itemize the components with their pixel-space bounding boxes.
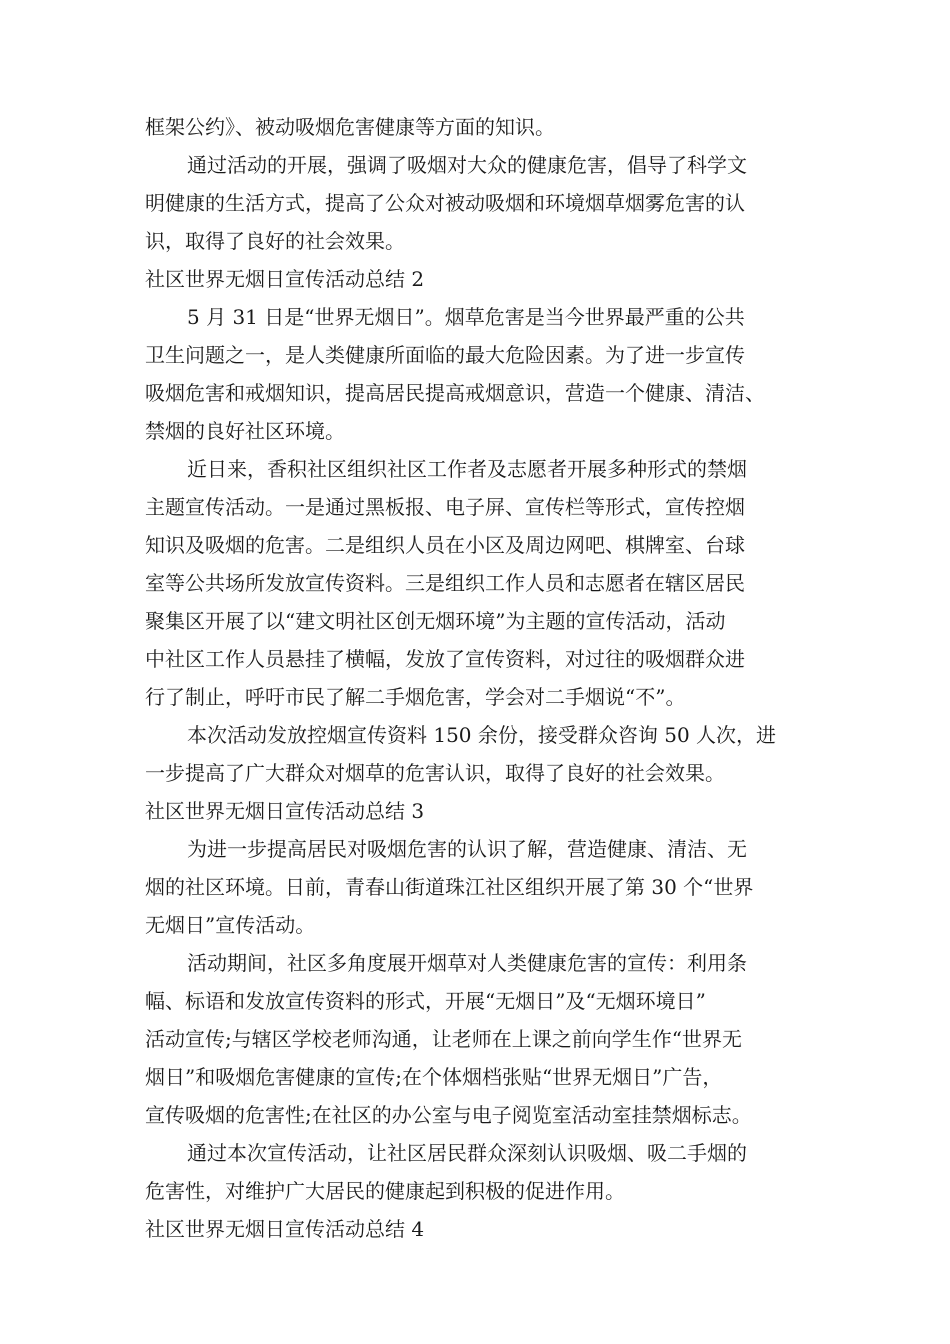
paragraph-line: 行了制止，呼吁市民了解二手烟危害，学会对二手烟说“不”。 xyxy=(145,685,686,709)
paragraph-line: 无烟日”宣传活动。 xyxy=(145,913,316,937)
paragraph-line: 烟的社区环境。日前，青春山街道珠江社区组织开展了第 30 个“世界 xyxy=(145,875,754,899)
paragraph-line: 近日来，香积社区组织社区工作者及志愿者开展多种形式的禁烟 xyxy=(187,457,747,481)
section-heading: 社区世界无烟日宣传活动总结 4 xyxy=(145,1217,425,1241)
section-heading: 社区世界无烟日宣传活动总结 3 xyxy=(145,799,425,823)
paragraph-line: 明健康的生活方式，提高了公众对被动吸烟和环境烟草烟雾危害的认 xyxy=(145,191,745,215)
paragraph-line: 知识及吸烟的危害。二是组织人员在小区及周边网吧、棋牌室、台球 xyxy=(145,533,745,557)
paragraph-line: 本次活动发放控烟宣传资料 150 余份，接受群众咨询 50 人次，进 xyxy=(187,723,777,747)
paragraph-line: 活动宣传;与辖区学校老师沟通，让老师在上课之前向学生作“世界无 xyxy=(145,1027,742,1051)
paragraph-line: 5 月 31 日是“世界无烟日”。烟草危害是当今世界最严重的公共 xyxy=(187,305,745,329)
paragraph-line: 危害性，对维护广大居民的健康起到积极的促进作用。 xyxy=(145,1179,625,1203)
paragraph-line: 聚集区开展了以“建文明社区创无烟环境”为主题的宣传活动，活动 xyxy=(145,609,726,633)
paragraph-line: 识，取得了良好的社会效果。 xyxy=(145,229,405,253)
paragraph-line: 一步提高了广大群众对烟草的危害认识，取得了良好的社会效果。 xyxy=(145,761,725,785)
paragraph-line: 主题宣传活动。一是通过黑板报、电子屏、宣传栏等形式，宣传控烟 xyxy=(145,495,745,519)
paragraph-line: 中社区工作人员悬挂了横幅，发放了宣传资料，对过往的吸烟群众进 xyxy=(145,647,745,671)
paragraph-line: 框架公约》、被动吸烟危害健康等方面的知识。 xyxy=(145,115,555,139)
paragraph-line: 禁烟的良好社区环境。 xyxy=(145,419,345,443)
paragraph-line: 室等公共场所发放宣传资料。三是组织工作人员和志愿者在辖区居民 xyxy=(145,571,745,595)
paragraph-line: 烟日”和吸烟危害健康的宣传;在个体烟档张贴“世界无烟日”广告， xyxy=(145,1065,723,1089)
paragraph-line: 卫生问题之一，是人类健康所面临的最大危险因素。为了进一步宣传 xyxy=(145,343,745,367)
paragraph-line: 吸烟危害和戒烟知识，提高居民提高戒烟意识，营造一个健康、清洁、 xyxy=(145,381,765,405)
paragraph-line: 宣传吸烟的危害性;在社区的办公室与电子阅览室活动室挂禁烟标志。 xyxy=(145,1103,752,1127)
paragraph-line: 通过活动的开展，强调了吸烟对大众的健康危害，倡导了科学文 xyxy=(187,153,747,177)
document-body xyxy=(145,108,825,1248)
paragraph-line: 通过本次宣传活动，让社区居民群众深刻认识吸烟、吸二手烟的 xyxy=(187,1141,747,1165)
paragraph-line: 幅、标语和发放宣传资料的形式，开展“无烟日”及“无烟环境日” xyxy=(145,989,706,1013)
section-heading: 社区世界无烟日宣传活动总结 2 xyxy=(145,267,425,291)
paragraph-line: 为进一步提高居民对吸烟危害的认识了解，营造健康、清洁、无 xyxy=(187,837,747,861)
paragraph-line: 活动期间，社区多角度展开烟草对人类健康危害的宣传：利用条 xyxy=(187,951,747,975)
